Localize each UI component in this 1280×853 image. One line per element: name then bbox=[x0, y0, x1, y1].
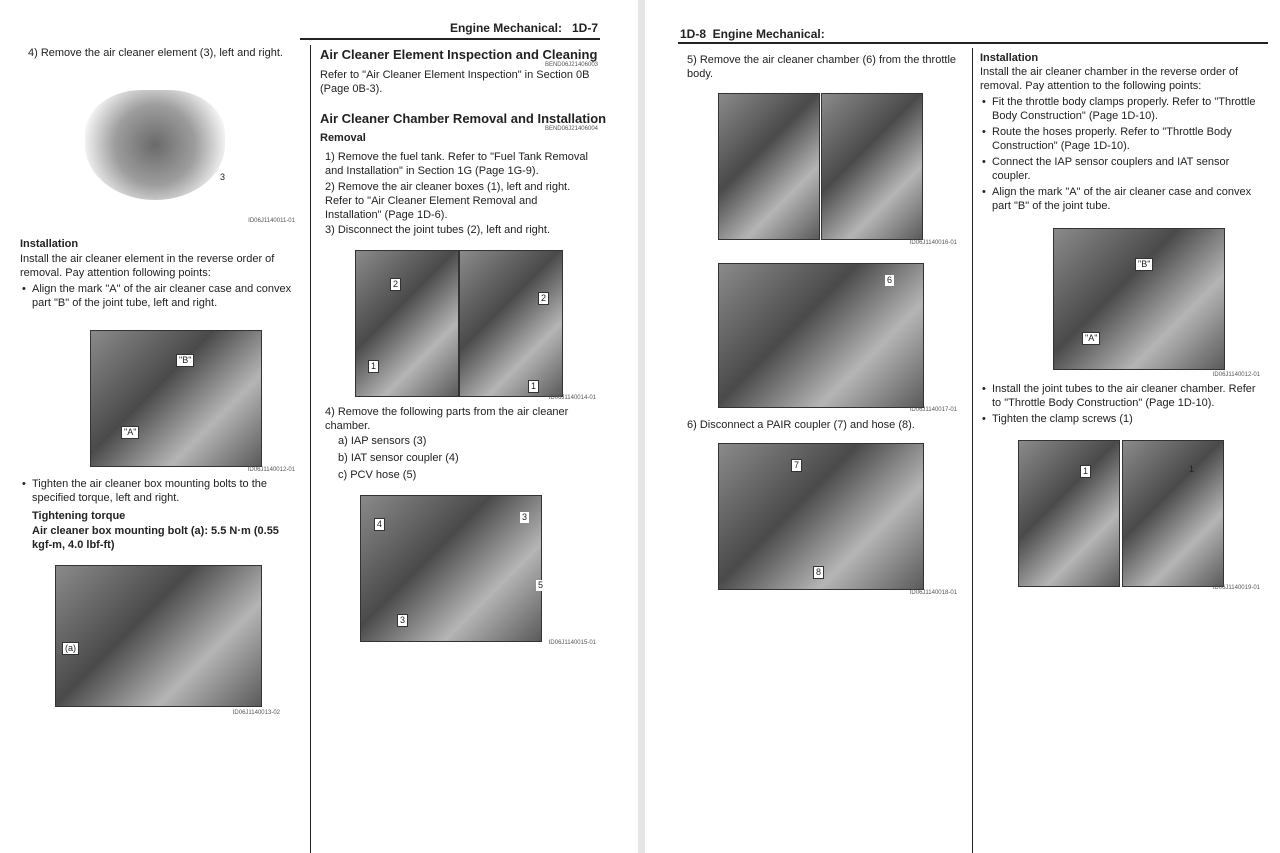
bullet-item: • Connect the IAP sensor couplers and IAT sensor coupler. bbox=[980, 155, 1265, 183]
joint-tube-photo bbox=[1053, 228, 1225, 370]
mounting-bolt-photo bbox=[55, 565, 262, 707]
sub-step: c) PCV hose (5) bbox=[338, 469, 417, 481]
bullet-list bbox=[20, 282, 300, 310]
right-page bbox=[645, 0, 1280, 853]
joint-tubes-photo-left bbox=[355, 250, 459, 397]
callout: 2 bbox=[538, 292, 549, 305]
column-divider bbox=[972, 48, 973, 853]
callout: 6 bbox=[887, 275, 893, 285]
callout: 3 bbox=[522, 512, 528, 522]
section-heading: Installation bbox=[20, 238, 79, 250]
callout: 2 bbox=[390, 278, 401, 291]
joint-tube-photo bbox=[90, 330, 262, 467]
figure-code: ID06J1140019-01 bbox=[1212, 585, 1260, 591]
callout: "B" bbox=[1135, 258, 1153, 271]
clamp-screw-photo-left bbox=[1018, 440, 1120, 587]
step-text: 4) Remove the air cleaner element (3), left and right. bbox=[28, 47, 283, 59]
figure-code: ID06J1140013-02 bbox=[232, 710, 280, 716]
paragraph: Install the air cleaner element in the reverse order of removal. Pay attention following points: bbox=[20, 253, 275, 279]
callout: 3 bbox=[220, 172, 226, 182]
air-cleaner-element-figure bbox=[85, 90, 225, 200]
throttle-body-photo-left bbox=[718, 93, 820, 240]
section-code: BEND06J21406004 bbox=[544, 126, 598, 132]
section-heading: Installation bbox=[980, 52, 1039, 64]
section-heading: Air Cleaner Element Inspection and Cleaning bbox=[320, 47, 598, 62]
step-text: 3) Disconnect the joint tubes (2), left and right. bbox=[325, 224, 551, 236]
sub-heading: Removal bbox=[320, 132, 366, 144]
paragraph: Install the air cleaner chamber in the reverse order of removal. Pay attention to the following points: bbox=[980, 66, 1239, 92]
callout: 3 bbox=[397, 614, 408, 627]
bullet-list bbox=[980, 95, 1265, 213]
bullet-item: • Fit the throttle body clamps properly. Refer to "Throttle Body Construction" (Page 1D-10). bbox=[980, 95, 1265, 123]
callout: "A" bbox=[121, 426, 139, 439]
figure-code: ID06J1140016-01 bbox=[909, 240, 957, 246]
bullet-list bbox=[20, 477, 290, 505]
figure-code: ID06J1140012-01 bbox=[247, 467, 295, 473]
bullet-item: • Route the hoses properly. Refer to "Throttle Body Construction" (Page 1D-10). bbox=[980, 125, 1265, 153]
bullet-list bbox=[980, 382, 1265, 426]
step-text: 1) Remove the fuel tank. Refer to "Fuel Tank Removal and Installation" in Section 1G (Page 1G-9). bbox=[325, 151, 588, 177]
left-page bbox=[0, 0, 638, 853]
sub-step: a) IAP sensors (3) bbox=[338, 435, 427, 447]
bullet-item: • Tighten the air cleaner box mounting bolts to the specified torque, left and right. bbox=[20, 477, 290, 505]
callout: 8 bbox=[813, 566, 824, 579]
air-cleaner-chamber-photo bbox=[360, 495, 542, 642]
bullet-item: • Align the mark "A" of the air cleaner case and convex part "B" of the joint tube, left and right. bbox=[20, 282, 300, 310]
figure-code: ID06J1140011-01 bbox=[248, 218, 295, 224]
step-text: 4) Remove the following parts from the air cleaner chamber. bbox=[325, 406, 569, 432]
bullet-item: • Align the mark "A" of the air cleaner case and convex part "B" of the joint tube. bbox=[980, 185, 1265, 213]
clamp-screw-photo-right bbox=[1122, 440, 1224, 587]
callout: (a) bbox=[62, 642, 79, 655]
callout: 4 bbox=[374, 518, 385, 531]
section-heading: Air Cleaner Chamber Removal and Installation bbox=[320, 111, 607, 126]
callout: "B" bbox=[176, 354, 194, 367]
sub-step: b) IAT sensor coupler (4) bbox=[338, 452, 459, 464]
callout: 1 bbox=[368, 360, 379, 373]
section-code: BEND06J21406003 bbox=[544, 62, 598, 68]
torque-heading: Tightening torque bbox=[32, 510, 126, 522]
step-text: 5) Remove the air cleaner chamber (6) from the throttle body. bbox=[687, 54, 957, 80]
callout: 1 bbox=[1080, 465, 1091, 478]
callout: 1 bbox=[528, 380, 539, 393]
page-header: 1D-8 Engine Mechanical: bbox=[680, 27, 825, 41]
callout: 5 bbox=[538, 580, 544, 590]
figure-code: ID06J1140018-01 bbox=[909, 590, 957, 596]
column-divider bbox=[310, 45, 311, 853]
bullet-item: • Tighten the clamp screws (1) bbox=[980, 412, 1265, 426]
figure-code: ID06J1140017-01 bbox=[909, 407, 957, 413]
figure-code: ID06J1140015-01 bbox=[548, 640, 596, 646]
paragraph: Refer to "Air Cleaner Element Inspection" in Section 0B (Page 0B-3). bbox=[320, 69, 590, 95]
header-rule bbox=[678, 42, 1268, 44]
callout: 7 bbox=[791, 459, 802, 472]
joint-tubes-photo-right bbox=[459, 250, 563, 397]
throttle-body-photo-right bbox=[821, 93, 923, 240]
step-text: 2) Remove the air cleaner boxes (1), left and right. Refer to "Air Cleaner Element Removal and Installation" (Page 1D-6). bbox=[325, 181, 571, 221]
page-header: Engine Mechanical: 1D-7 bbox=[449, 21, 598, 35]
figure-code: ID06J1140012-01 bbox=[1212, 372, 1260, 378]
callout: 1 bbox=[1189, 464, 1195, 474]
step-text: 6) Disconnect a PAIR coupler (7) and hose (8). bbox=[687, 419, 915, 431]
bullet-item: • Install the joint tubes to the air cleaner chamber. Refer to "Throttle Body Construction" (Page 1D-10). bbox=[980, 382, 1265, 410]
callout: "A" bbox=[1082, 332, 1100, 345]
figure-code: ID06J1140014-01 bbox=[548, 395, 596, 401]
header-rule bbox=[300, 38, 600, 40]
torque-value: Air cleaner box mounting bolt (a): 5.5 N·m (0.55 kgf-m, 4.0 lbf-ft) bbox=[32, 525, 279, 551]
